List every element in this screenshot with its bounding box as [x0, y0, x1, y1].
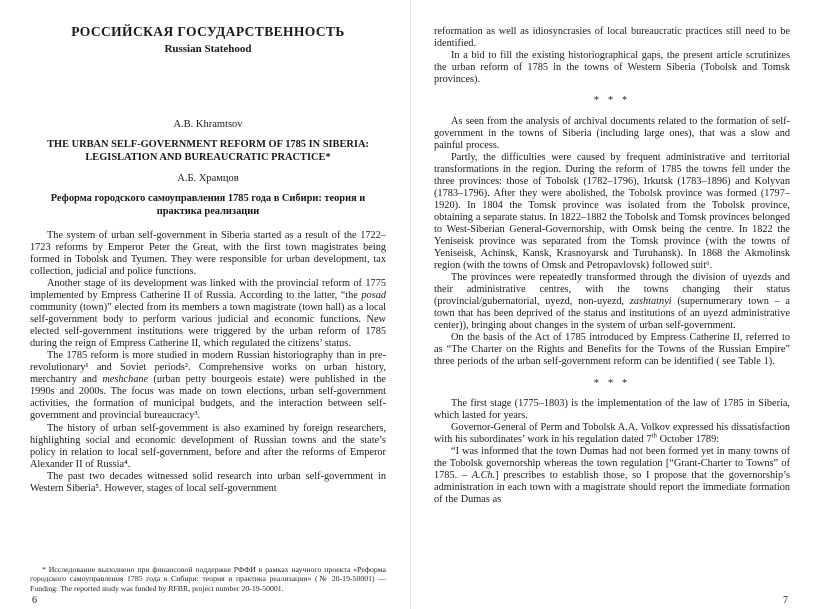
- paragraph: “I was informed that the town Dumas had not been formed yet in many towns of the Tobolsk governorship whereas the town regulation [“Grant-Charter to Towns” of 1785. – A.Ch.] prescribes to establish those, so I propose that the governorship’s administration in each town with a magistrate should report the immediate formation of the Dumas as: [434, 445, 790, 506]
- paragraph: Governor-General of Perm and Tobolsk A.A. Volkov expressed his dissatisfaction with his subordinates’ work in his regulation dated 7th October 1789:: [434, 421, 790, 445]
- paragraph: The past two decades witnessed solid research into urban self-government in Western Siberia⁵. However, stages of local self-government: [30, 470, 386, 494]
- section-separator: * * *: [593, 95, 631, 107]
- section-separator: * * *: [593, 377, 631, 389]
- article-title-ru: Реформа городского самоуправления 1785 года в Сибири: теория и практика реализации: [50, 193, 366, 218]
- paragraph: As seen from the analysis of archival documents related to the formation of self-government in the towns of Siberia (including large ones), that was a slow and painful process.: [434, 115, 790, 151]
- paragraph: Another stage of its development was linked with the provincial reform of 1775 implemented by Empress Catherine II of Russia. According to the latter, “the posad community (town)” elected from its members a town magistrate (town hall) as a local self-government body to perform various judicial and economic functions. New elected self-government institutions were triggered by the urban reform of 1785 during the reign of Empress Catherine II, which regulated the citizens’ status.: [30, 277, 386, 350]
- funding-footnote: * Исследование выполнено при финансовой поддержке РФФИ в рамках научного проекта «Реформа городского самоуправления 1785 года в Сибири: теория и практика реализации» (№ 20-19-50001) — Funding: The reported study was funded by RFBR, project number 20-19-50001.: [30, 564, 386, 593]
- author-name-cyrillic: А.Б. Храмцов: [177, 173, 239, 185]
- series-title-en: Russian Statehood: [164, 43, 252, 55]
- page-number-left: 6: [32, 595, 37, 606]
- paragraph: The history of urban self-government is also examined by foreign researchers, highlighting social and economic development of Russian towns and the state’s policy in relation to local self-government, before and after the reforms of Emperor Alexander II of Russia⁴.: [30, 422, 386, 470]
- paragraph: The first stage (1775–1803) is the implementation of the law of 1785 in Siberia, which lasted for years.: [434, 397, 790, 421]
- paragraph: On the basis of the Act of 1785 introduced by Empress Catherine II, referred to as “The Charter on the Rights and Benefits for the Towns of the Russian Empire” three periods of the urban self-government reform can be identified ( see Table 1).: [434, 332, 790, 368]
- series-title-ru: РОССИЙСКАЯ ГОСУДАРСТВЕННОСТЬ: [71, 24, 345, 39]
- paragraph: The 1785 reform is more studied in modern Russian historiography than in pre-revolutionary¹ and Soviet periods². Comprehensive works on urban history, merchantry and meshchane (urban petty bourgeois estate) were published in the 1990s and 2000s. The focus was made on town elections, urban self-government activities, the formation of municipal budgets, and the interaction between self-government and provincial bureaucracy³.: [30, 350, 386, 422]
- right-page: [434, 20, 790, 606]
- paragraph: In a bid to fill the existing historiographical gaps, the present article scrutinizes the urban reform of 1785 in the towns of Western Siberia (Tobolsk and Tomsk provinces).: [434, 50, 790, 86]
- left-page: [30, 20, 386, 606]
- article-title-en: THE URBAN SELF-GOVERNMENT REFORM OF 1785 IN SIBERIA: LEGISLATION AND BUREAUCRATIC PRACTICE*: [47, 139, 369, 163]
- paragraph: Partly, the difficulties were caused by frequent administrative and territorial transformations in the region. During the reform of 1785 the towns fell under the three provinces: those of Tobolsk (1782–1796), Irkutsk (1783–1896) and Kolyvan (1783–1796). After they were abolished, the Tobolsk province was formed (1797–1920). In 1804 the Tomsk province was isolated from the Tobolsk province, obtaining a separate status. In 1822–1882 the Tobolsk and Tomsk provinces belonged to West-Siberian General-Governorship, with Omsk being the centre. In 1822 the Yeniseisk province was separated from the Tomsk province (with the towns of Yeniseisk, Achinsk, Kansk, Krasnoyarsk and Turuhansk). In 1868 the Akmolinsk region (with the towns of Omsk and Petropavlovsk) followed suit⁶.: [434, 151, 790, 272]
- page-number-right: 7: [783, 595, 788, 606]
- author-name-latin: А.В. Khramtsov: [173, 119, 243, 130]
- paragraph: The system of urban self-government in Siberia started as a result of the 1722–1723 reforms by Emperor Peter the Great, with the first town magistrates being formed in Tobolsk and Tyumen. They were responsible for urban development, tax collection, judicial and police functions.: [30, 229, 386, 277]
- paragraph: The provinces were repeatedly transformed through the division of uyezds and their administrative centres, with the towns changing their status (provincial/gubernatorial, uyezd, non-uyezd, zashtatnyi (supernumerary town – a town that has been deprived of the status and institutions of an uyezd administrative center)), bringing about changes in the system of urban self-government.: [434, 272, 790, 332]
- paragraph: reformation as well as idiosyncrasies of local bureaucratic practices still need to be identified.: [434, 26, 790, 50]
- right-page-body: [434, 26, 790, 506]
- page-gutter-divider: [410, 0, 411, 609]
- left-page-body: [30, 230, 386, 495]
